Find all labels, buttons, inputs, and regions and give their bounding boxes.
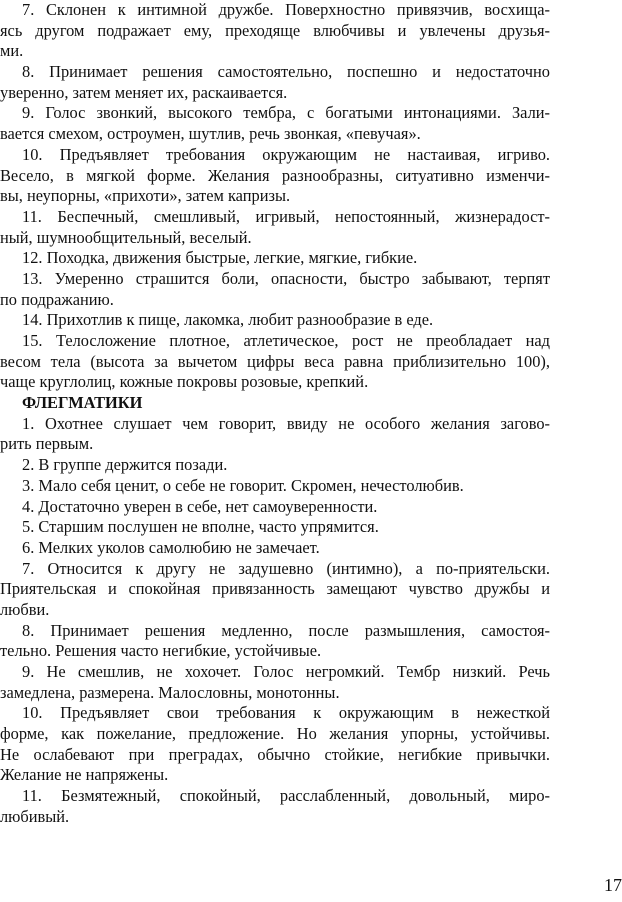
text-line: 9. Голос звонкий, высокого тембра, с богатыми интонациями. Зали- (22, 103, 550, 123)
text-line: 5. Старшим послушен не вполне, часто упрямится. (22, 517, 379, 537)
text-line: 10. Предъявляет требования окружающим не настаивая, игриво. (22, 144, 550, 164)
text-line: чаще круглолиц, кожные покровы розовые, крепкий. (0, 372, 369, 392)
text-line: 9. Не смешлив, не хохочет. Голос негромкий. Тембр низкий. Речь (22, 662, 550, 681)
text-line: 1. Охотнее слушает чем говорит, ввиду не особого желания загово- (22, 413, 550, 433)
text-line: Желание не напряжены. (0, 765, 169, 785)
text-line: 10. Предъявляет свои требования к окружающим в нежесткой (22, 703, 550, 723)
text-line: 13. Умеренно страшится боли, опасности, быстро забывают, терпят (22, 268, 550, 288)
text-line: форме, как пожелание, предложение. Но желания упорны, устойчивы. (0, 724, 550, 744)
section-heading: ФЛЕГМАТИКИ (22, 393, 143, 413)
text-line: 11. Безмятежный, спокойный, расслабленный, довольный, миро- (22, 786, 550, 806)
text-line: Весело, в мягкой форме. Желания разнообразны, ситуативно изменчи- (0, 165, 550, 185)
text-line: по подражанию. (0, 289, 114, 309)
page-number: 17 (604, 875, 622, 895)
text-line: уверенно, затем меняет их, раскаивается. (0, 82, 288, 102)
text-line: замедлена, размерена. Малословны, монотонны. (0, 682, 340, 702)
text-line: 8. Принимает решения медленно, после размышления, самостоя- (22, 620, 550, 640)
text-line: любви. (0, 599, 50, 619)
text-line: 7. Относится к другу не задушевно (интимно), а по-приятельски. (22, 558, 550, 578)
text-line: 3. Мало себя ценит, о себе не говорит. Скромен, нечестолюбив. (22, 475, 464, 495)
text-line: Приятельская и спокойная привязанность замещают чувство дружбы и (0, 579, 550, 599)
text-line: тельно. Решения часто негибкие, устойчивые. (0, 641, 322, 661)
text-line: Не ослабевают при преградах, обычно стойкие, негибкие привычки. (0, 744, 550, 764)
text-line: 8. Принимает решения самостоятельно, поспешно и недостаточно (22, 62, 550, 82)
text-line: 4. Достаточно уверен в себе, нет самоуверенности. (22, 496, 378, 516)
text-line: вается смехом, остроумен, шутлив, речь звонкая, «певучая». (0, 124, 421, 144)
text-line: ясь другом подражает ему, преходяще влюбчивы и увлечены друзья- (0, 20, 550, 40)
text-line: рить первым. (0, 434, 94, 454)
text-line: 15. Телосложение плотное, атлетическое, рост не преобладает над (22, 331, 550, 350)
text-line: 14. Прихотлив к пище, лакомка, любит разнообразие в еде. (22, 310, 434, 330)
text-line: ми. (0, 41, 24, 61)
text-line: 2. В группе держится позади. (22, 455, 228, 475)
text-line: 6. Мелких уколов самолюбию не замечает. (22, 537, 320, 557)
text-line: 12. Походка, движения быстрые, легкие, мягкие, гибкие. (22, 248, 418, 268)
text-line: 7. Склонен к интимной дружбе. Поверхностно привязчив, восхища- (22, 0, 550, 19)
text-line: любивый. (0, 806, 70, 826)
text-line: ный, шумнообщительный, веселый. (0, 227, 252, 247)
text-line: 11. Беспечный, смешливый, игривый, непостоянный, жизнерадост- (22, 206, 550, 226)
text-line: вы, неупорны, «прихоти», затем капризы. (0, 186, 291, 206)
text-line: весом тела (высота за вычетом цифры веса равна приблизительно 100), (0, 351, 550, 371)
